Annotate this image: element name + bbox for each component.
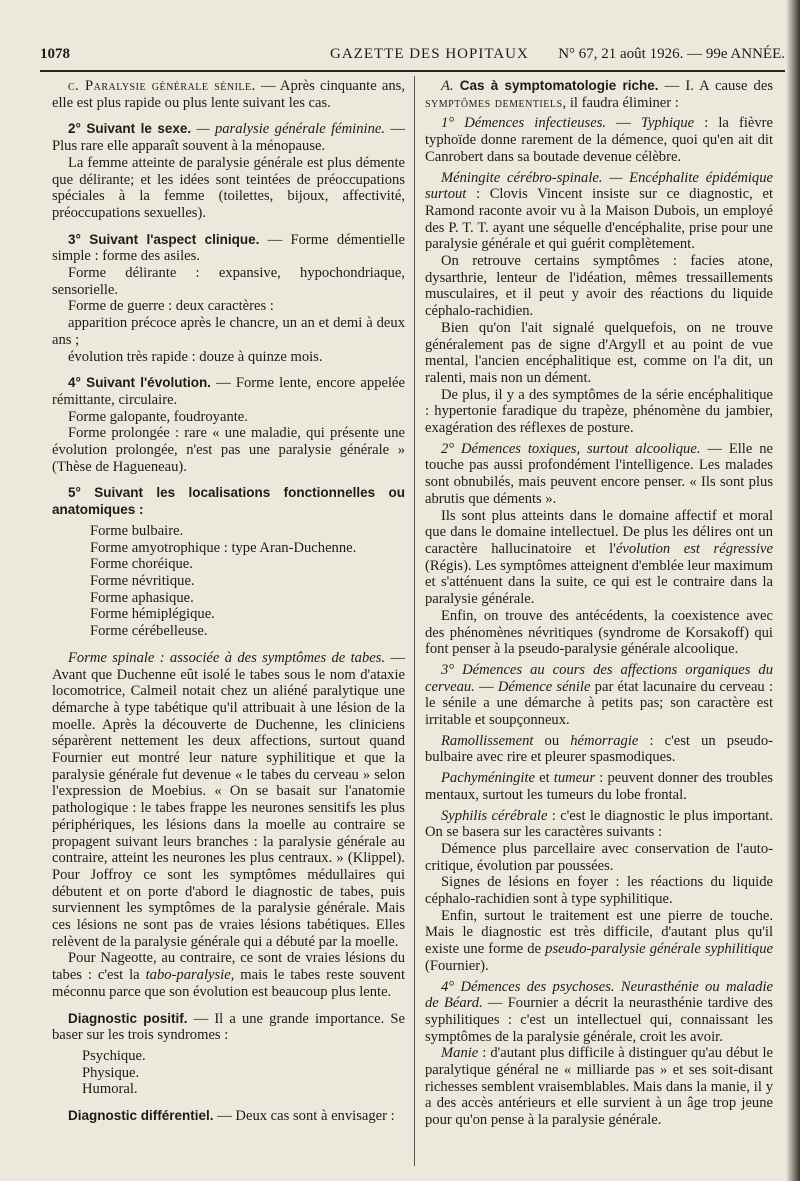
paragraph: Ils sont plus atteints dans le domaine affectif et moral que dans le domaine intellectuel. De plus les délires ont un caractère hallucinatoire et l'évolution est régressive (Régis). Les symptômes atteignent d'emblée leur maximum et s'atténuent dans la suite, ce qui est le contraire dans la paralysie générale. [425, 507, 773, 608]
paragraph: Enfin, surtout le traitement est une pierre de touche. Mais le diagnostic est très difficile, d'autant plus qu'il existe une forme de pseudo-paralysie générale syphilitique (Fournier). [425, 907, 774, 974]
issue-info: N° 67, 21 août 1926. — 99e ANNÉE. [558, 46, 785, 62]
paragraph: Forme de guerre : deux caractères : [68, 298, 274, 315]
page-number: 1078 [40, 46, 70, 62]
paragraph [52, 485, 405, 518]
paragraph: 3° Suivant l'aspect clinique. — Forme démentielle simple : forme des asiles. [52, 231, 405, 265]
column-divider [414, 76, 415, 1166]
paragraph: c. Paralysie générale sénile. — Après cinquante ans, elle est plus rapide ou plus lente suivant les cas. [52, 78, 405, 111]
list-item: Forme choréique. [90, 556, 193, 573]
paragraph: 4° Démences des psychoses. Neurasthénie ou maladie de Béard. — Fournier a décrit la neurasthénie tardive des syphilitiques : c'est un intellectuel qui, connaissant les symptômes de la paralysie générale, croit les avoir. [425, 978, 773, 1045]
paragraph: Forme délirante : expansive, hypochondriaque, sensorielle. [52, 265, 405, 298]
paragraph: Forme prolongée : rare « une maladie, qui présente une évolution prolongée, n'est pas une paralysie générale » (Thèse de Hagueneau). [52, 425, 405, 475]
paragraph: Forme galopante, foudroyante. [68, 408, 248, 425]
left-column [52, 78, 405, 1125]
paragraph: On retrouve certains symptômes : facies atone, dysarthrie, lenteur de l'idéation, mêmes tressaillements musculaires, et il peut y avoir des réactions du liquide céphalo-rachidien. [425, 253, 773, 320]
paragraph: Pachyméningite et tumeur : peuvent donner des troubles mentaux, surtout les tumeurs du lobe frontal. [425, 770, 773, 803]
paragraph: apparition précoce après le chancre, un an et demi à deux ans ; [52, 315, 405, 348]
list-item: Forme névritique. [90, 572, 195, 589]
list-item: Forme amyotrophique : type Aran-Duchenne. [90, 539, 357, 556]
paragraph: Forme spinale : associée à des symptômes de tabes. — Avant que Duchenne eût isolé le tabes sous le nom d'ataxie locomotrice, Calmeil notait chez un aliéné paralytique une démarche à type tabétique qu'il attribuait à une lésion de la moelle. Après la découverte de Duchenne, les cliniciens séparèrent nettement les deux affections, surtout quand Fournier eut montré leur nature syphilitique et que la paralysie générale fut devenue « le tabes du cerveau » selon l'expression de Moebius. « On se basait sur l'anatomie pathologique : le tabes frappe les neurones sensitifs les plus périphériques, les lésions dans la moelle au contraire se propagent suivant leurs branches : la paralysie générale au contraire, atteint les neurones les plus centraux. » (Klippel). Pour Joffroy ce sont les symptômes médullaires qui débutent et on porte d'abord le diagnostic de tabes, puis surviennent les symptômes de la paralysie générale. Mais ces lésions ne sont pas de vraies lésions tabétiques. Elles relèvent de la paralysie générale qui a débuté par la moelle. [52, 649, 406, 950]
list-item: Forme bulbaire. [90, 522, 184, 539]
paragraph: 4° Suivant l'évolution. — Forme lente, encore appelée rémittante, circulaire. [52, 375, 405, 408]
subheading: 5° Suivant les localisations fonctionnelles ou anatomiques : [52, 485, 405, 518]
subheading: Cas à symptomatologie riche. [453, 78, 659, 93]
subheading: Diagnostic positif. [68, 1010, 188, 1026]
list-item: Psychique. [82, 1047, 146, 1064]
list-item: Humoral. [82, 1081, 138, 1098]
syndromes-list [52, 1048, 405, 1098]
journal-title: GAZETTE DES HOPITAUX [330, 46, 529, 62]
paragraph: A. Cas à symptomatologie riche. — I. A cause des symptômes dementiels, il faudra éliminer : [425, 78, 773, 111]
paragraph: 2° Suivant le sexe. — paralysie générale féminine. — Plus rare elle apparaît souvent à la ménopause. [52, 121, 405, 155]
right-column [425, 78, 773, 1129]
paragraph: 2° Démences toxiques, surtout alcoolique. — Elle ne touche pas aussi profondément l'intelligence. Les malades sont obnubilés, mais peuvent encore penser. « Ils sont plus abrutis que déments ». [425, 440, 773, 507]
paragraph: Méningite cérébro-spinale. — Encéphalite épidémique surtout : Clovis Vincent insiste sur ce diagnostic, et Ramond raconte avoir vu à la Maison Dubois, un employé des P. T. T. ayant une séquelle d'encéphalite, prise pour une paralysie générale et qui guérit complètement. [425, 169, 773, 253]
paragraph: Bien qu'on l'ait signalé quelquefois, on ne trouve généralement pas de signe d'Argyll et au point de vue mental, l'ancien encéphalitique est, comme on l'a dit, un ralenti, mais non un dément. [425, 319, 773, 386]
paragraph: 1° Démences infectieuses. — Typhique : la fièvre typhoïde donne rarement de la démence, quoi qu'en ait dit Canrobert dans sa boutade devenue célèbre. [425, 115, 774, 165]
header-rule [40, 70, 785, 72]
list-item: Forme hémiplégique. [90, 606, 215, 623]
subheading: c. Paralysie générale sénile. [68, 78, 256, 94]
subheading: 3° Suivant l'aspect clinique. [68, 231, 260, 247]
paragraph: Pour Nageotte, au contraire, ce sont de vraies lésions du tabes : c'est la tabo-paralysie, mais le tabes reste souvent méconnu parce que son évolution est beaucoup plus lente. [52, 950, 406, 1000]
paragraph: évolution très rapide : douze à quinze mois. [68, 348, 323, 365]
paragraph: Diagnostic positif. — Il a une grande importance. Se baser sur les trois syndromes : [52, 1010, 405, 1044]
paragraph: De plus, il y a des symptômes de la série encéphalitique : hypertonie faradique du trapèze, phénomène du jambier, exagération des réflexes de posture. [425, 386, 773, 437]
paragraph: Signes de lésions en foyer : les réactions du liquide céphalo-rachidien sont à type syphilitique. [425, 874, 773, 908]
paragraph: 3° Démences au cours des affections organiques du cerveau. — Démence sénile par état lacunaire du cerveau : le sénile a une démarche à petits pas; son caractère est irritable et soupçonneux. [425, 661, 773, 729]
paragraph: Manie : d'autant plus difficile à distinguer qu'au début le paralytique général ne « milliarde pas » et ses soit-disant richesses semblent vraisemblables. Mais dans la manie, il y a des accès antérieurs et elle survient à un âge trop jeune pour qu'on pense à la paralysie générale. [425, 1045, 773, 1129]
paragraph: Ramollissement ou hémorragie : c'est un pseudo-bulbaire avec rire et pleurer spasmodiques. [425, 732, 773, 766]
subheading: Diagnostic différentiel. [68, 1108, 214, 1124]
paragraph: Démence plus parcellaire avec conservation de l'auto-critique, évolution par poussées. [425, 840, 773, 874]
subheading: 2° Suivant le sexe. [68, 121, 192, 137]
page-edge-shadow [786, 0, 800, 1181]
paragraph: Syphilis cérébrale : c'est le diagnostic le plus important. On se basera sur les caractères suivants : [425, 807, 773, 841]
list-item: Physique. [82, 1064, 140, 1081]
paragraph: Diagnostic différentiel. — Deux cas sont à envisager : [68, 1108, 395, 1125]
page-header [40, 44, 785, 70]
paragraph: La femme atteinte de paralysie générale est plus démente que délirante; et les idées sont teintées de préoccupations spéciales à la femme (toilettes, bijoux, affectivité, préoccupations sexuelles). [52, 154, 405, 221]
paragraph: Enfin, on trouve des antécédents, la coexistence avec des phénomènes névritiques (syndrome de Korsakoff) qui font penser à la pseudo-paralysie générale alcoolique. [425, 607, 773, 658]
list-item: Forme aphasique. [90, 589, 194, 606]
list-item: Forme cérébelleuse. [90, 623, 208, 640]
forms-list [52, 523, 405, 640]
subheading: 4° Suivant l'évolution. [68, 375, 211, 391]
